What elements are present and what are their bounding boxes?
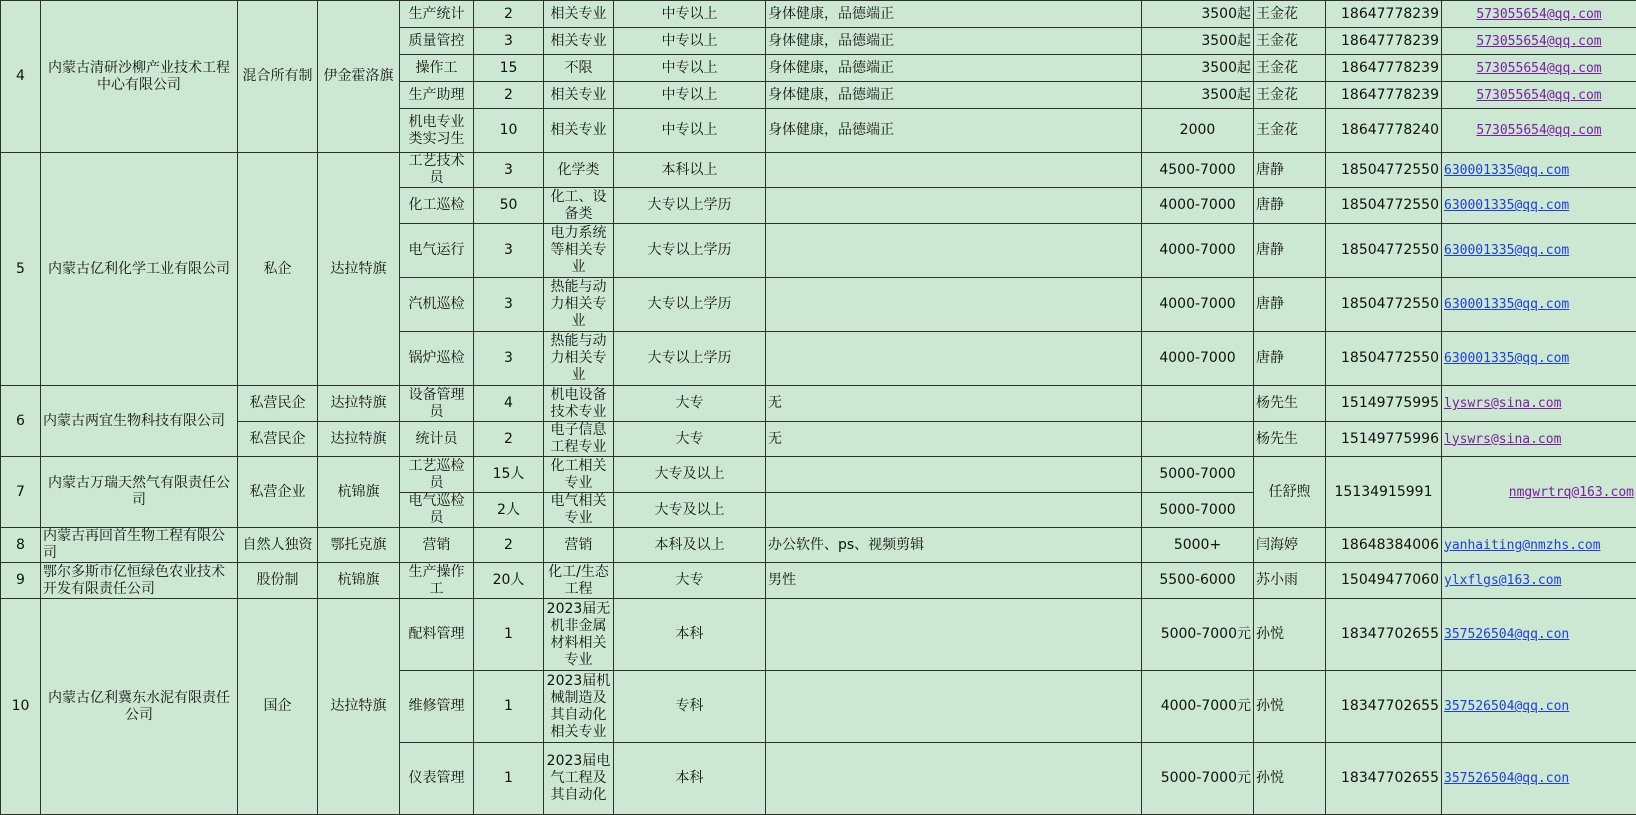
cell-count[interactable]: 50 [474,188,544,224]
cell-education[interactable]: 中专以上 [614,82,766,109]
cell-salary[interactable]: 4000-7000 [1142,188,1254,224]
cell-requirement[interactable]: 无 [766,422,1142,457]
cell-education[interactable]: 大专及以上 [614,493,766,528]
email-link[interactable]: 630001335@qq.com [1442,278,1636,332]
cell-major[interactable]: 热能与动力相关专业 [544,332,614,386]
cell-no[interactable]: 7 [1,457,41,528]
cell-no[interactable]: 9 [1,563,41,599]
cell-salary[interactable]: 5000-7000 [1142,457,1254,493]
cell-salary[interactable]: 3500起 [1142,1,1254,28]
cell-company[interactable]: 内蒙古清研沙柳产业技术工程中心有限公司 [41,1,238,153]
cell-phone[interactable]: 18504772550 [1326,188,1442,224]
cell-phone[interactable]: 18647778239 [1326,82,1442,109]
cell-phone[interactable]: 15049477060 [1326,563,1442,599]
cell-requirement[interactable] [766,278,1142,332]
cell-requirement[interactable] [766,153,1142,188]
table-row [1,457,1636,493]
cell-requirement[interactable] [766,743,1142,815]
cell-position[interactable]: 生产统计 [400,1,474,28]
cell-position[interactable]: 维修管理 [400,671,474,743]
cell-major[interactable]: 化学类 [544,153,614,188]
cell-position[interactable]: 汽机巡检 [400,278,474,332]
table-row [1,386,1636,422]
cell-count[interactable]: 3 [474,278,544,332]
cell-ownership[interactable]: 自然人独资 [238,528,318,563]
cell-phone[interactable]: 18347702655 [1326,671,1442,743]
table-row [1,599,1636,671]
cell-education[interactable]: 本科以上 [614,153,766,188]
cell-ownership[interactable]: 私营民企 [238,422,318,457]
cell-count[interactable]: 2 [474,1,544,28]
email-link[interactable]: 357526504@qq.con [1442,671,1636,743]
cell-position[interactable]: 生产操作工 [400,563,474,599]
cell-contact[interactable]: 王金花 [1254,109,1326,153]
cell-major[interactable]: 化工相关专业 [544,457,614,493]
email-link[interactable]: 630001335@qq.com [1442,332,1636,386]
cell-salary[interactable]: 4000-7000 [1142,332,1254,386]
cell-salary[interactable]: 5500-6000 [1142,563,1254,599]
table-row [1,1,1636,28]
cell-salary[interactable]: 2000 [1142,109,1254,153]
cell-major[interactable]: 相关专业 [544,109,614,153]
cell-major[interactable]: 相关专业 [544,28,614,55]
cell-contact[interactable]: 王金花 [1254,82,1326,109]
email-link[interactable]: 357526504@qq.con [1442,743,1636,815]
cell-phone[interactable]: 18647778239 [1326,55,1442,82]
cell-phone[interactable]: 18647778239 [1326,28,1442,55]
cell-ownership[interactable]: 股份制 [238,563,318,599]
cell-requirement[interactable]: 身体健康，品德端正 [766,82,1142,109]
cell-no[interactable]: 8 [1,528,41,563]
cell-contact[interactable]: 唐静 [1254,224,1326,278]
cell-count[interactable]: 15 [474,55,544,82]
cell-education[interactable]: 大专以上学历 [614,332,766,386]
cell-count[interactable]: 3 [474,28,544,55]
cell-major[interactable]: 2023届无机非金属材料相关专业 [544,599,614,671]
cell-requirement[interactable] [766,457,1142,493]
cell-location[interactable]: 达拉特旗 [318,153,400,386]
cell-count[interactable]: 3 [474,224,544,278]
cell-position[interactable]: 配料管理 [400,599,474,671]
email-link[interactable]: lyswrs@sina.com [1442,386,1636,422]
cell-salary[interactable]: 3500起 [1142,82,1254,109]
cell-requirement[interactable]: 身体健康，品德端正 [766,109,1142,153]
cell-contact[interactable]: 唐静 [1254,153,1326,188]
cell-major[interactable]: 电力系统等相关专业 [544,224,614,278]
cell-count[interactable]: 10 [474,109,544,153]
cell-ownership[interactable]: 私营企业 [238,457,318,528]
cell-salary[interactable]: 5000-7000 [1142,493,1254,528]
cell-major[interactable]: 相关专业 [544,82,614,109]
email-link[interactable]: 573055654@qq.com [1442,28,1636,55]
cell-major[interactable]: 电气相关专业 [544,493,614,528]
cell-position[interactable]: 操作工 [400,55,474,82]
cell-position[interactable]: 机电专业类实习生 [400,109,474,153]
cell-position[interactable]: 仪表管理 [400,743,474,815]
cell-ownership[interactable]: 国企 [238,599,318,815]
cell-count[interactable]: 1 [474,671,544,743]
cell-company[interactable]: 内蒙古再回首生物工程有限公司 [41,528,238,563]
cell-salary[interactable]: 4000-7000 [1142,224,1254,278]
cell-phone[interactable]: 15149775996 [1326,422,1442,457]
cell-company[interactable]: 内蒙古两宜生物科技有限公司 [41,386,238,457]
cell-contact[interactable]: 王金花 [1254,1,1326,28]
cell-company[interactable]: 内蒙古万瑞天然气有限责任公司 [41,457,238,528]
email-link[interactable]: 357526504@qq.con [1442,599,1636,671]
cell-company[interactable]: 内蒙古亿利化学工业有限公司 [41,153,238,386]
cell-education[interactable]: 中专以上 [614,109,766,153]
cell-salary[interactable]: 5000+ [1142,528,1254,563]
cell-education[interactable]: 大专 [614,563,766,599]
cell-company[interactable]: 鄂尔多斯市亿恒绿色农业技术开发有限责任公司 [41,563,238,599]
cell-no[interactable]: 5 [1,153,41,386]
table-row [1,153,1636,188]
cell-count[interactable]: 2 [474,528,544,563]
cell-ownership[interactable]: 私企 [238,153,318,386]
cell-contact[interactable]: 唐静 [1254,188,1326,224]
cell-location[interactable]: 达拉特旗 [318,386,400,422]
cell-count[interactable]: 3 [474,332,544,386]
table-row [1,528,1636,563]
cell-count[interactable]: 2 [474,82,544,109]
cell-salary[interactable]: 5000-7000元 [1142,743,1254,815]
cell-education[interactable]: 大专及以上 [614,457,766,493]
cell-salary[interactable]: 4500-7000 [1142,153,1254,188]
cell-position[interactable]: 工艺技术员 [400,153,474,188]
email-link[interactable]: lyswrs@sina.com [1442,422,1636,457]
cell-major[interactable]: 2023届机械制造及其自动化相关专业 [544,671,614,743]
cell-phone[interactable]: 18347702655 [1326,743,1442,815]
cell-count[interactable]: 3 [474,153,544,188]
cell-education[interactable]: 中专以上 [614,28,766,55]
email-link[interactable]: 630001335@qq.com [1442,153,1636,188]
cell-position[interactable]: 工艺巡检员 [400,457,474,493]
cell-location[interactable]: 鄂托克旗 [318,528,400,563]
cell-requirement[interactable]: 身体健康，品德端正 [766,55,1142,82]
table-row [1,563,1636,599]
cell-education[interactable]: 大专以上学历 [614,188,766,224]
cell-requirement[interactable] [766,599,1142,671]
cell-location[interactable]: 杭锦旗 [318,563,400,599]
cell-count[interactable]: 2人 [474,493,544,528]
cell-major[interactable]: 热能与动力相关专业 [544,278,614,332]
cell-position[interactable]: 统计员 [400,422,474,457]
table-row [1,422,1636,457]
cell-position[interactable]: 电气巡检员 [400,493,474,528]
cell-phone[interactable]: 18504772550 [1326,332,1442,386]
cell-contact[interactable]: 闫海婷 [1254,528,1326,563]
cell-count[interactable]: 1 [474,599,544,671]
cell-position[interactable]: 设备管理员 [400,386,474,422]
email-link[interactable]: 573055654@qq.com [1442,109,1636,153]
cell-salary[interactable]: 3500起 [1142,55,1254,82]
cell-education[interactable]: 本科 [614,599,766,671]
cell-phone[interactable]: 18504772550 [1326,153,1442,188]
cell-position[interactable]: 质量管控 [400,28,474,55]
cell-education[interactable]: 大专 [614,422,766,457]
cell-requirement[interactable]: 身体健康，品德端正 [766,28,1142,55]
cell-salary[interactable] [1142,422,1254,457]
cell-contact[interactable]: 孙悦 [1254,599,1326,671]
cell-requirement[interactable]: 办公软件、ps、视频剪辑 [766,528,1142,563]
cell-company[interactable]: 内蒙古亿利冀东水泥有限责任公司 [41,599,238,815]
cell-major[interactable]: 不限 [544,55,614,82]
cell-major[interactable]: 电子信息工程专业 [544,422,614,457]
cell-requirement[interactable] [766,224,1142,278]
cell-major[interactable]: 化工/生态工程 [544,563,614,599]
cell-major[interactable]: 2023届电气工程及其自动化 [544,743,614,815]
cell-position[interactable]: 锅炉巡检 [400,332,474,386]
cell-salary[interactable]: 4000-7000 [1142,278,1254,332]
cell-salary[interactable]: 5000-7000元 [1142,599,1254,671]
cell-count[interactable]: 1 [474,743,544,815]
cell-phone[interactable]: 18504772550 [1326,278,1442,332]
cell-contact[interactable]: 杨先生 [1254,386,1326,422]
cell-location[interactable]: 达拉特旗 [318,599,400,815]
cell-requirement[interactable] [766,188,1142,224]
cell-contact[interactable]: 孙悦 [1254,671,1326,743]
cell-major[interactable]: 营销 [544,528,614,563]
cell-salary[interactable] [1142,386,1254,422]
cell-phone[interactable]: 18647778239 [1326,1,1442,28]
cell-contact[interactable]: 杨先生 [1254,422,1326,457]
cell-requirement[interactable]: 无 [766,386,1142,422]
cell-location[interactable]: 伊金霍洛旗 [318,1,400,153]
cell-no[interactable]: 6 [1,386,41,457]
cell-count[interactable]: 15人 [474,457,544,493]
cell-phone[interactable]: 18648384006 [1326,528,1442,563]
email-link[interactable]: ylxflgs@163.com [1442,563,1636,599]
cell-education[interactable]: 本科 [614,743,766,815]
cell-location[interactable]: 达拉特旗 [318,422,400,457]
cell-education[interactable]: 中专以上 [614,55,766,82]
cell-phone[interactable]: 18504772550 [1326,224,1442,278]
cell-position[interactable]: 电气运行 [400,224,474,278]
cell-requirement[interactable]: 身体健康，品德端正 [766,1,1142,28]
cell-no[interactable]: 10 [1,599,41,815]
cell-ownership[interactable]: 私营民企 [238,386,318,422]
cell-education[interactable]: 中专以上 [614,1,766,28]
email-link[interactable]: 573055654@qq.com [1442,55,1636,82]
cell-requirement[interactable]: 男性 [766,563,1142,599]
cell-position[interactable]: 生产助理 [400,82,474,109]
email-link[interactable]: nmgwrtrq@163.com [1442,457,1636,528]
cell-position[interactable]: 化工巡检 [400,188,474,224]
cell-contact[interactable]: 王金花 [1254,28,1326,55]
cell-location[interactable]: 杭锦旗 [318,457,400,528]
cell-ownership[interactable]: 混合所有制 [238,1,318,153]
cell-no[interactable]: 4 [1,1,41,153]
cell-phone[interactable]: 18647778240 [1326,109,1442,153]
cell-education[interactable]: 大专以上学历 [614,278,766,332]
cell-education[interactable]: 专科 [614,671,766,743]
cell-count[interactable]: 20人 [474,563,544,599]
cell-requirement[interactable] [766,332,1142,386]
cell-education[interactable]: 本科及以上 [614,528,766,563]
cell-phone[interactable]: 18347702655 [1326,599,1442,671]
cell-major[interactable]: 相关专业 [544,1,614,28]
cell-position[interactable]: 营销 [400,528,474,563]
cell-salary[interactable]: 3500起 [1142,28,1254,55]
cell-requirement[interactable] [766,671,1142,743]
cell-contact[interactable]: 唐静 [1254,332,1326,386]
cell-major[interactable]: 机电设备技术专业 [544,386,614,422]
cell-contact[interactable]: 王金花 [1254,55,1326,82]
cell-education[interactable]: 大专以上学历 [614,224,766,278]
cell-education[interactable]: 大专 [614,386,766,422]
cell-phone[interactable]: 15149775995 [1326,386,1442,422]
cell-count[interactable]: 2 [474,422,544,457]
cell-contact[interactable]: 孙悦 [1254,743,1326,815]
email-link[interactable]: 630001335@qq.com [1442,188,1636,224]
email-link[interactable]: 630001335@qq.com [1442,224,1636,278]
email-link[interactable]: 573055654@qq.com [1442,1,1636,28]
cell-contact[interactable]: 任舒煦 [1254,457,1326,528]
cell-count[interactable]: 4 [474,386,544,422]
email-link[interactable]: yanhaiting@nmzhs.com [1442,528,1636,563]
email-link[interactable]: 573055654@qq.com [1442,82,1636,109]
cell-contact[interactable]: 唐静 [1254,278,1326,332]
cell-requirement[interactable] [766,493,1142,528]
cell-contact[interactable]: 苏小雨 [1254,563,1326,599]
cell-phone[interactable]: 15134915991 [1326,457,1442,528]
cell-salary[interactable]: 4000-7000元 [1142,671,1254,743]
cell-major[interactable]: 化工、设备类 [544,188,614,224]
